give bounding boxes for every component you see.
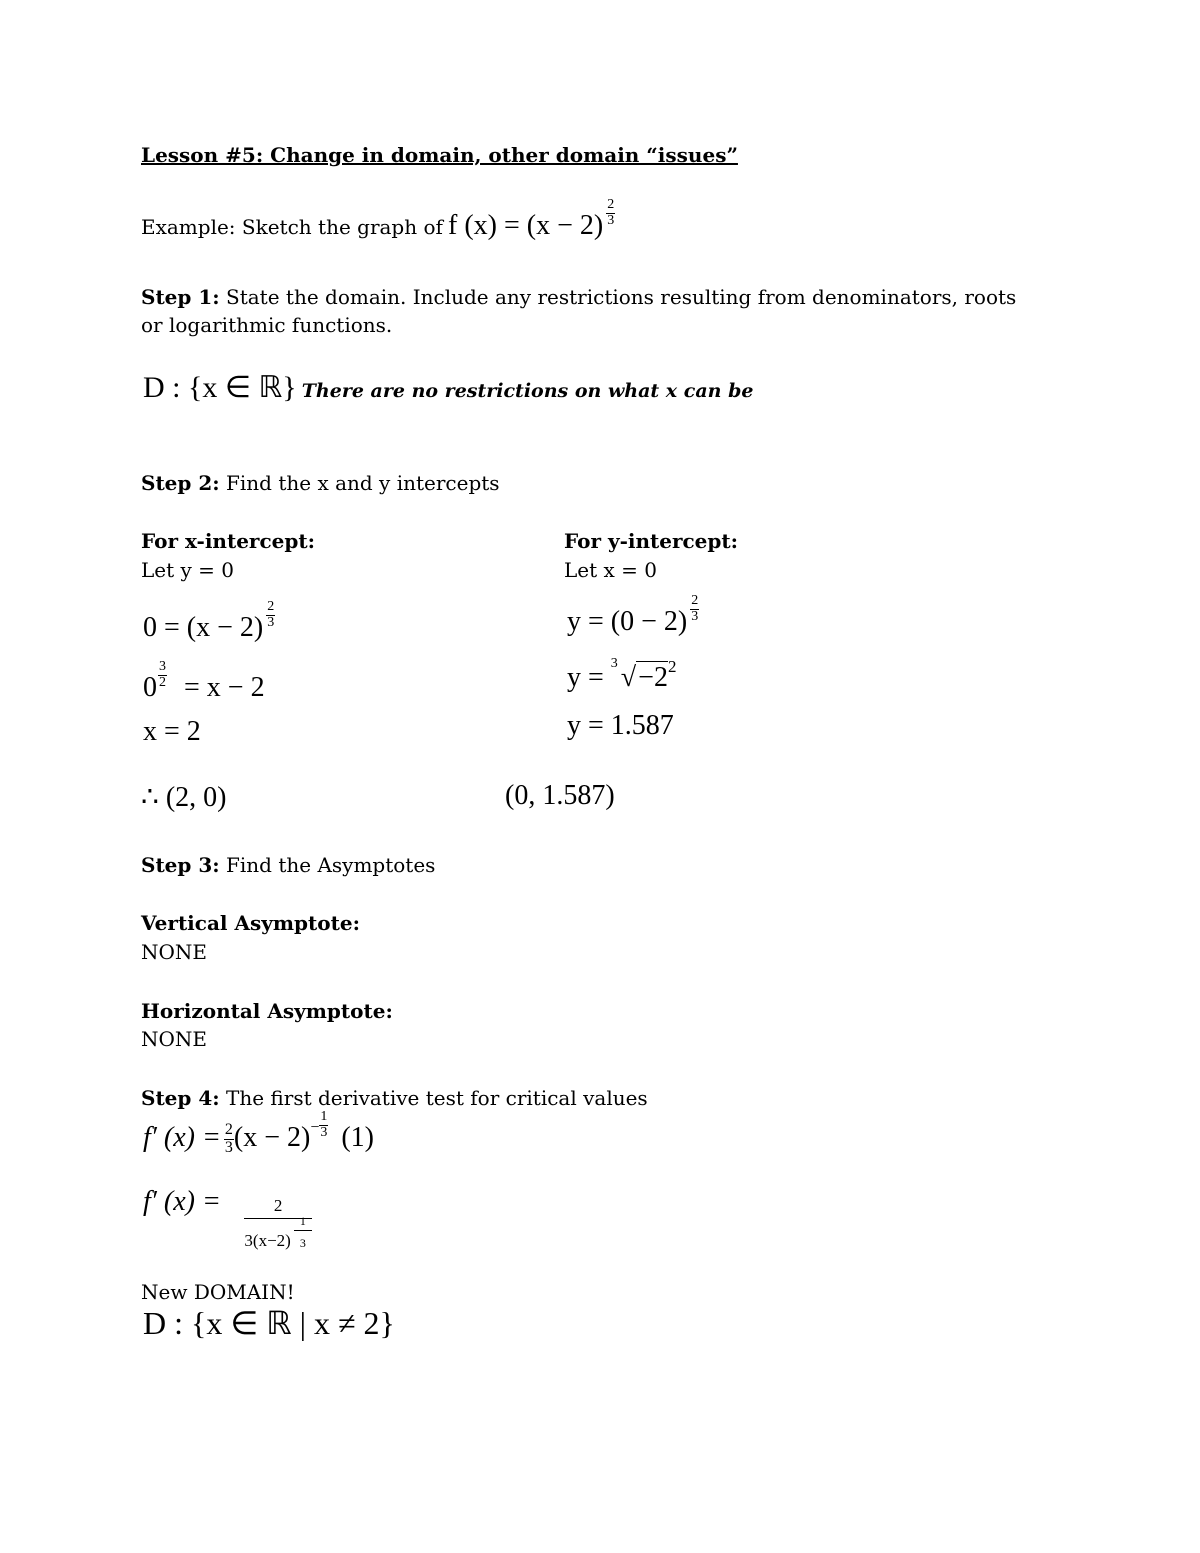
cube-root-radicand: −2 <box>638 662 668 693</box>
step3-line <box>141 853 435 877</box>
step4-label: Step 4: <box>141 1086 220 1110</box>
x-intercept-eq2-base: 0 <box>143 672 157 703</box>
derivative-eq2-fraction <box>244 1196 313 1259</box>
x-intercept-eq2-rhs: = x − 2 <box>184 672 265 703</box>
x-eq2-exp-den: 2 <box>159 675 166 691</box>
y-intercept-eq1 <box>567 593 699 639</box>
horizontal-asymptote-value: NONE <box>141 1027 207 1051</box>
step1-line <box>141 285 1016 309</box>
x-intercept-eq3: x = 2 <box>143 716 201 747</box>
derivative-eq1-base: (x − 2) <box>233 1122 311 1153</box>
derivative-den-exp-num: 1 <box>294 1215 312 1231</box>
y-intercept-let: Let x = 0 <box>564 558 657 582</box>
new-domain-label: New DOMAIN! <box>141 1280 295 1304</box>
example-formula-base: f (x) = (x − 2) <box>448 210 604 241</box>
vertical-asymptote-label: Vertical Asymptote: <box>141 911 360 935</box>
y-intercept-eq2 <box>567 656 677 694</box>
step2-text: Find the x and y intercepts <box>226 471 500 495</box>
y-intercept-result: (0, 1.587) <box>505 780 615 811</box>
example-line <box>141 197 615 243</box>
step3-label: Step 3: <box>141 853 220 877</box>
step2-line <box>141 471 500 495</box>
x-eq1-exp-den: 3 <box>267 615 275 631</box>
x-intercept-eq1 <box>143 599 275 645</box>
cube-root-index: 3 <box>610 656 618 671</box>
y-eq1-exp-den: 3 <box>691 609 699 625</box>
step1-label: Step 1: <box>141 285 220 309</box>
example-exp-den: 3 <box>607 213 615 229</box>
derivative-exp-num: 1 <box>320 1109 328 1125</box>
y-intercept-eq3: y = 1.587 <box>567 710 674 741</box>
y-intercept-eq2-lhs: y = <box>567 662 604 693</box>
radicand-power: 2 <box>667 657 677 676</box>
step1-domain: D : {x ∈ ℝ} <box>143 371 297 404</box>
x-intercept-eq2 <box>143 659 265 705</box>
derivative-eq2 <box>143 1172 312 1250</box>
step1-note: There are no restrictions on what x can be <box>301 380 754 402</box>
x-intercept-result: ∴ (2, 0) <box>141 782 227 813</box>
vertical-asymptote-value: NONE <box>141 940 207 964</box>
x-intercept-let: Let y = 0 <box>141 558 235 582</box>
derivative-eq1-lhs: f′ (x) = <box>143 1122 221 1153</box>
derivative-coef-num: 2 <box>224 1121 233 1139</box>
derivative-eq2-den <box>244 1214 313 1259</box>
step4-text: The first derivative test for critical values <box>226 1086 648 1110</box>
derivative-eq2-den-exponent <box>294 1215 312 1249</box>
derivative-exp-den: 3 <box>320 1125 328 1141</box>
y-eq1-exp-num: 2 <box>691 593 699 609</box>
derivative-eq2-num: 2 <box>244 1196 313 1219</box>
x-intercept-eq1-exponent <box>266 600 275 630</box>
x-eq2-exp-num: 3 <box>159 659 166 675</box>
cube-root: 3 √−2 <box>610 656 668 693</box>
example-exp-num: 2 <box>607 197 615 213</box>
x-intercept-heading: For x-intercept: <box>141 529 315 553</box>
y-intercept-eq1-base: y = (0 − 2) <box>567 606 688 637</box>
x-intercept-eq1-base: 0 = (x − 2) <box>143 612 264 643</box>
derivative-coefficient <box>224 1122 234 1157</box>
x-intercept-eq2-exponent <box>158 660 167 690</box>
derivative-coef-den: 3 <box>224 1139 233 1157</box>
derivative-eq2-den-base: 3(x−2) <box>244 1231 291 1250</box>
new-domain: D : {x ∈ ℝ | x ≠ 2} <box>143 1305 395 1341</box>
horizontal-asymptote-label: Horizontal Asymptote: <box>141 999 393 1023</box>
derivative-den-exp-den: 3 <box>299 1235 306 1250</box>
example-exponent <box>606 198 615 228</box>
step1-text: State the domain. Include any restrictions resulting from denominators, roots <box>226 285 1017 309</box>
derivative-eq1-exponent <box>319 1110 328 1140</box>
y-intercept-heading: For y-intercept: <box>564 529 739 553</box>
y-intercept-eq1-exponent <box>690 594 699 624</box>
example-formula <box>448 197 615 241</box>
derivative-exp-sign: − <box>310 1119 320 1136</box>
step4-line <box>141 1086 648 1110</box>
step1-domain-line <box>143 370 753 405</box>
lesson-title: Lesson #5: Change in domain, other domain “issues” <box>141 143 738 167</box>
derivative-eq1-tail: (1) <box>341 1122 375 1153</box>
step2-label: Step 2: <box>141 471 220 495</box>
step1-text-line2: or logarithmic functions. <box>141 313 393 337</box>
example-prefix: Example: Sketch the graph of <box>141 215 443 239</box>
derivative-eq2-lhs: f′ (x) = <box>143 1186 221 1218</box>
x-eq1-exp-num: 2 <box>267 599 275 615</box>
derivative-eq1 <box>143 1109 375 1157</box>
step3-text: Find the Asymptotes <box>226 853 436 877</box>
